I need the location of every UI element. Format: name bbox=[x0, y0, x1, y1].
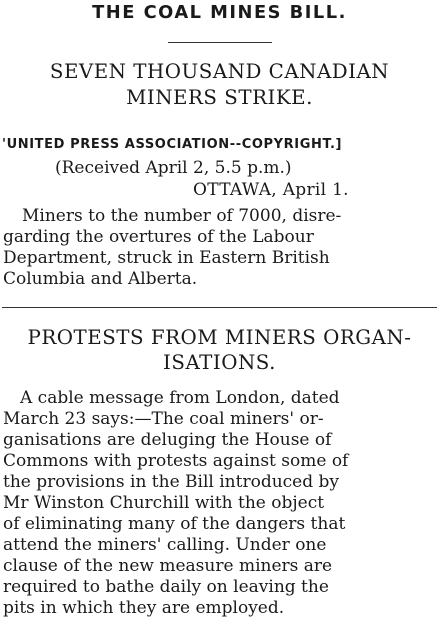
story1-headline-line2: MINERS STRIKE. bbox=[126, 85, 313, 109]
story1-body-line: Miners to the number of 7000, disre- bbox=[22, 206, 342, 226]
story2-body-line: pits in which they are employed. bbox=[3, 598, 285, 618]
story1-headline-line1: SEVEN THOUSAND CANADIAN bbox=[49, 59, 390, 83]
received-line: (Received April 2, 5.5 p.m.) bbox=[55, 158, 292, 178]
story2-body-line: the provisions in the Bill introduced by bbox=[3, 472, 340, 492]
story2-headline-line2: ISATIONS. bbox=[163, 350, 276, 374]
story2-body-line: March 23 says:—The coal miners' or- bbox=[3, 409, 324, 429]
story2-headline-line1: PROTESTS FROM MINERS ORGAN- bbox=[27, 325, 412, 349]
agency-credit: 'UNITED PRESS ASSOCIATION--COPYRIGHT.] bbox=[2, 137, 343, 152]
dateline: OTTAWA, April 1. bbox=[193, 180, 349, 200]
story2-body-line: Commons with protests against some of bbox=[3, 451, 349, 471]
story2-body-line: Mr Winston Churchill with the object bbox=[3, 493, 325, 513]
story1-body-line: garding the overtures of the Labour bbox=[3, 227, 314, 247]
story2-body-line: ganisations are deluging the House of bbox=[3, 430, 332, 450]
story1-body-line: Department, struck in Eastern British bbox=[3, 248, 330, 268]
story2-body-line: of eliminating many of the dangers that bbox=[3, 514, 346, 534]
story1-body-line: Columbia and Alberta. bbox=[3, 269, 198, 289]
story2-body-line: clause of the new measure miners are bbox=[3, 556, 333, 576]
story2-body-line: attend the miners' calling. Under one bbox=[3, 535, 327, 555]
title-divider bbox=[168, 42, 272, 43]
article-title: THE COAL MINES BILL. bbox=[92, 2, 347, 23]
story2-body-line: required to bathe daily on leaving the bbox=[3, 577, 329, 597]
story2-body-line: A cable message from London, dated bbox=[20, 388, 340, 408]
story-divider bbox=[2, 307, 437, 308]
